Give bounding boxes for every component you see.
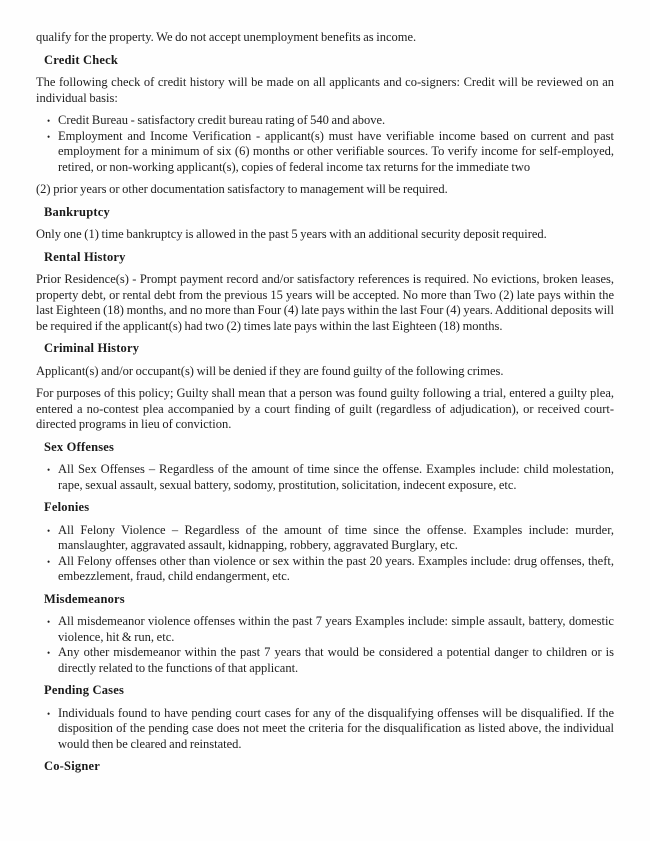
intro-paragraph: qualify for the property. We do not accept unemployment benefits as income. — [36, 30, 417, 44]
felonies-bullet-list — [36, 523, 614, 585]
bullet-item-pending-court-cases: • Individuals found to have pending court cases for any of the disqualifying offenses will be disqualified. If the disposition of the pending case does not meet the criteria for the disqualification as listed above, the individual would then be cleared and reinstated. — [58, 706, 614, 753]
misdemeanors-bullet-list — [36, 614, 614, 676]
criminal-history-paragraph-2: For purposes of this policy; Guilty shall mean that a person was found guilty following a trial, entered a guilty plea, entered a no-contest plea accompanied by a court finding of guilt (regardless of adjudication), or received court-directed programs in lieu of conviction. — [36, 386, 614, 431]
bullet-item-all-sex-offenses: • All Sex Offenses – Regardless of the amount of time since the offense. Examples include: child molestation, rape, sexual assault, sexual battery, sodomy, prostitution, solicitation, indecent exposure, etc. — [58, 462, 614, 493]
credit-check-continuation-paragraph: (2) prior years or other documentation satisfactory to management will be required. — [36, 182, 448, 196]
credit-check-bullet-list — [36, 113, 614, 175]
heading-rental-history: Rental History — [44, 249, 126, 264]
bullet-item-felony-violence: • All Felony Violence – Regardless of the amount of time since the offense. Examples include: murder, manslaughter, aggravated assault, kidnapping, robbery, aggravated Burglary, etc. — [58, 523, 614, 554]
heading-co-signer: Co-Signer — [44, 759, 100, 773]
bullet-item-felony-other: • All Felony offenses other than violence or sex within the past 20 years. Examples include: drug offenses, theft, embezzlement, fraud, child endangerment, etc. — [58, 554, 614, 585]
criminal-history-paragraph-1: Applicant(s) and/or occupant(s) will be denied if they are found guilty of the following crimes. — [36, 363, 504, 378]
heading-criminal-history: Criminal History — [44, 341, 140, 355]
rental-history-paragraph: Prior Residence(s) - Prompt payment record and/or satisfactory references is required. No evictions, broken leases, property debt, or rental debt from the previous 15 years will be accepted. No more than Two (2) late pays within the last Eighteen (18) months, and no more than Four (4) late pays within the last Four (4) years. Additional deposits will be required if the applicant(s) had two (2) times late pays within the last Eighteen (18) months. — [36, 272, 614, 333]
heading-misdemeanors: Misdemeanors — [44, 591, 125, 606]
pending-cases-bullet-list — [36, 706, 614, 753]
bankruptcy-paragraph: Only one (1) time bankruptcy is allowed in the past 5 years with an additional security deposit required. — [36, 227, 547, 241]
heading-felonies: Felonies — [44, 500, 90, 514]
heading-bankruptcy: Bankruptcy — [44, 204, 110, 219]
heading-sex-offenses: Sex Offenses — [44, 439, 115, 454]
bullet-item-credit-bureau: • Credit Bureau - satisfactory credit bureau rating of 540 and above. — [58, 113, 614, 129]
bullet-item-misdemeanor-violence: • All misdemeanor violence offenses within the past 7 years Examples include: simple assault, battery, domestic violence, hit & run, etc. — [58, 614, 614, 645]
heading-pending-cases: Pending Cases — [44, 683, 125, 697]
bullet-item-employment-income-verification: • Employment and Income Verification - applicant(s) must have verifiable income based on current and past employment for a minimum of six (6) months or other verifiable sources. To verify income for self-employed, retired, or non-working applicant(s), copies of federal income tax returns for the immediate two — [58, 129, 614, 176]
sex-offenses-bullet-list — [36, 462, 614, 493]
heading-credit-check: Credit Check — [44, 52, 119, 67]
bullet-item-misdemeanor-other: • Any other misdemeanor within the past 7 years that would be considered a potential danger to children or is directly related to the functions of that applicant. — [58, 645, 614, 676]
credit-check-intro-paragraph: The following check of credit history will be made on all applicants and co-signers: Credit will be reviewed on an individual basis: — [36, 75, 614, 105]
